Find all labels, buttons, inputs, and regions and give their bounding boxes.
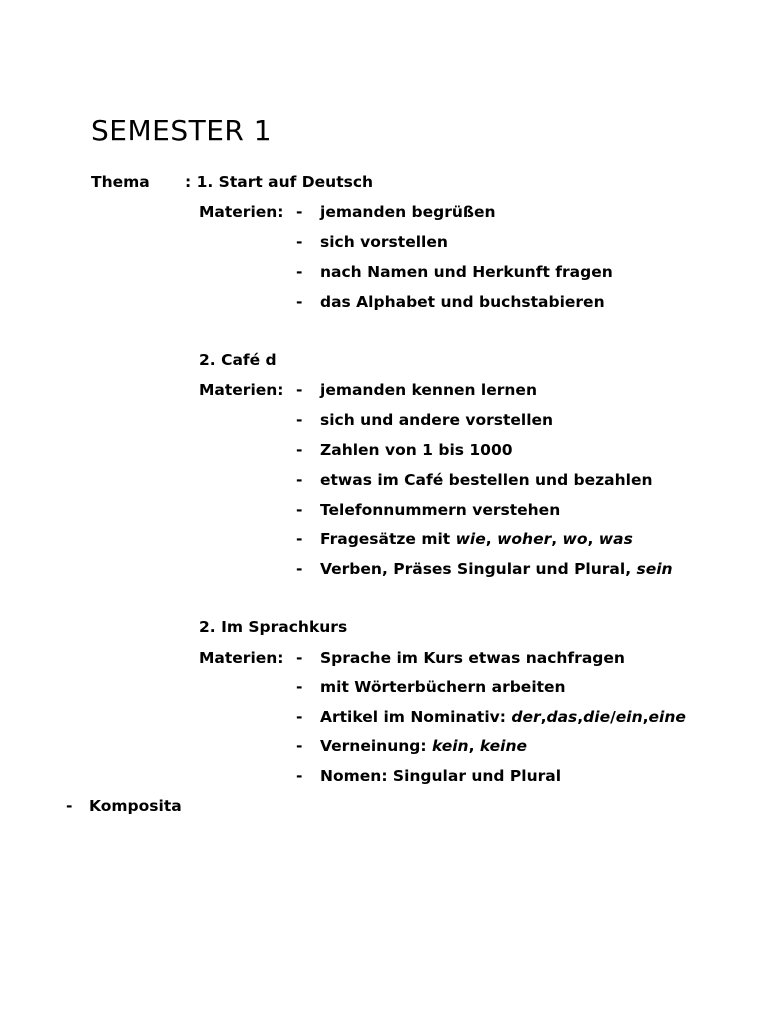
bullet-dash: - [296,263,303,281]
list-item-text: Artikel im Nominativ: [320,708,512,726]
materien-label: Materien: [199,203,284,221]
bullet-dash: - [296,501,303,519]
list-item: Fragesätze mit wie, woher, wo, was [320,530,633,548]
list-item: mit Wörterbüchern arbeiten [320,678,566,696]
list-item: Verneinung: kein, keine [320,737,528,755]
page-title: SEMESTER 1 [91,114,273,147]
emphasis-word: eine [648,708,686,726]
emphasis-word: was [598,530,633,548]
bullet-dash: - [296,649,303,667]
list-item: Verben, Präses Singular und Plural, sein [320,560,673,578]
list-item: sich und andere vorstellen [320,411,554,429]
bullet-dash: - [296,441,303,459]
list-item-text: Verneinung: [320,737,432,755]
list-item-text: Verben, Präses Singular und Plural [320,560,626,578]
list-item: jemanden begrüßen [320,203,496,221]
list-item: Zahlen von 1 bis 1000 [320,441,513,459]
emphasis-word: kein [431,737,469,755]
list-item: jemanden kennen lernen [320,381,537,399]
bullet-dash: - [296,530,303,548]
bullet-dash: - [296,471,303,489]
bullet-dash: - [296,233,303,251]
emphasis-word: das [546,708,578,726]
topic1-heading: : 1. Start auf Deutsch [185,173,374,191]
emphasis-word: der [511,708,541,726]
list-item: Telefonnummern verstehen [320,501,561,519]
list-item: nach Namen und Herkunft fragen [320,263,613,281]
materien-label: Materien: [199,649,284,667]
list-item: sich vorstellen [320,233,448,251]
emphasis-word: wie [455,530,486,548]
emphasis-word: ein [615,708,643,726]
bullet-dash: - [296,411,303,429]
emphasis-word: sein [636,560,673,578]
list-item: Sprache im Kurs etwas nachfragen [320,649,625,667]
list-item: Artikel im Nominativ: der,das,die/ein,eine [320,708,686,726]
list-item: Nomen: Singular und Plural [320,767,562,785]
emphasis-word: woher [497,530,552,548]
materien-label: Materien: [199,381,284,399]
topic2-heading: 2. Café d [199,351,277,369]
list-item: das Alphabet und buchstabieren [320,293,605,311]
bullet-dash: - [296,560,303,578]
bullet-dash: - [296,293,303,311]
outer-list-item: Komposita [89,797,182,815]
bullet-dash: - [66,797,73,815]
bullet-dash: - [296,678,303,696]
emphasis-word: keine [479,737,528,755]
list-item-text: Fragesätze mit [320,530,456,548]
emphasis-word: die [583,708,611,726]
bullet-dash: - [296,381,303,399]
bullet-dash: - [296,767,303,785]
thema-label: Thema [91,173,150,191]
list-item: etwas im Café bestellen und bezahlen [320,471,653,489]
bullet-dash: - [296,203,303,221]
emphasis-word: wo [562,530,588,548]
bullet-dash: - [296,737,303,755]
bullet-dash: - [296,708,303,726]
topic3-heading: 2. Im Sprachkurs [199,618,348,636]
